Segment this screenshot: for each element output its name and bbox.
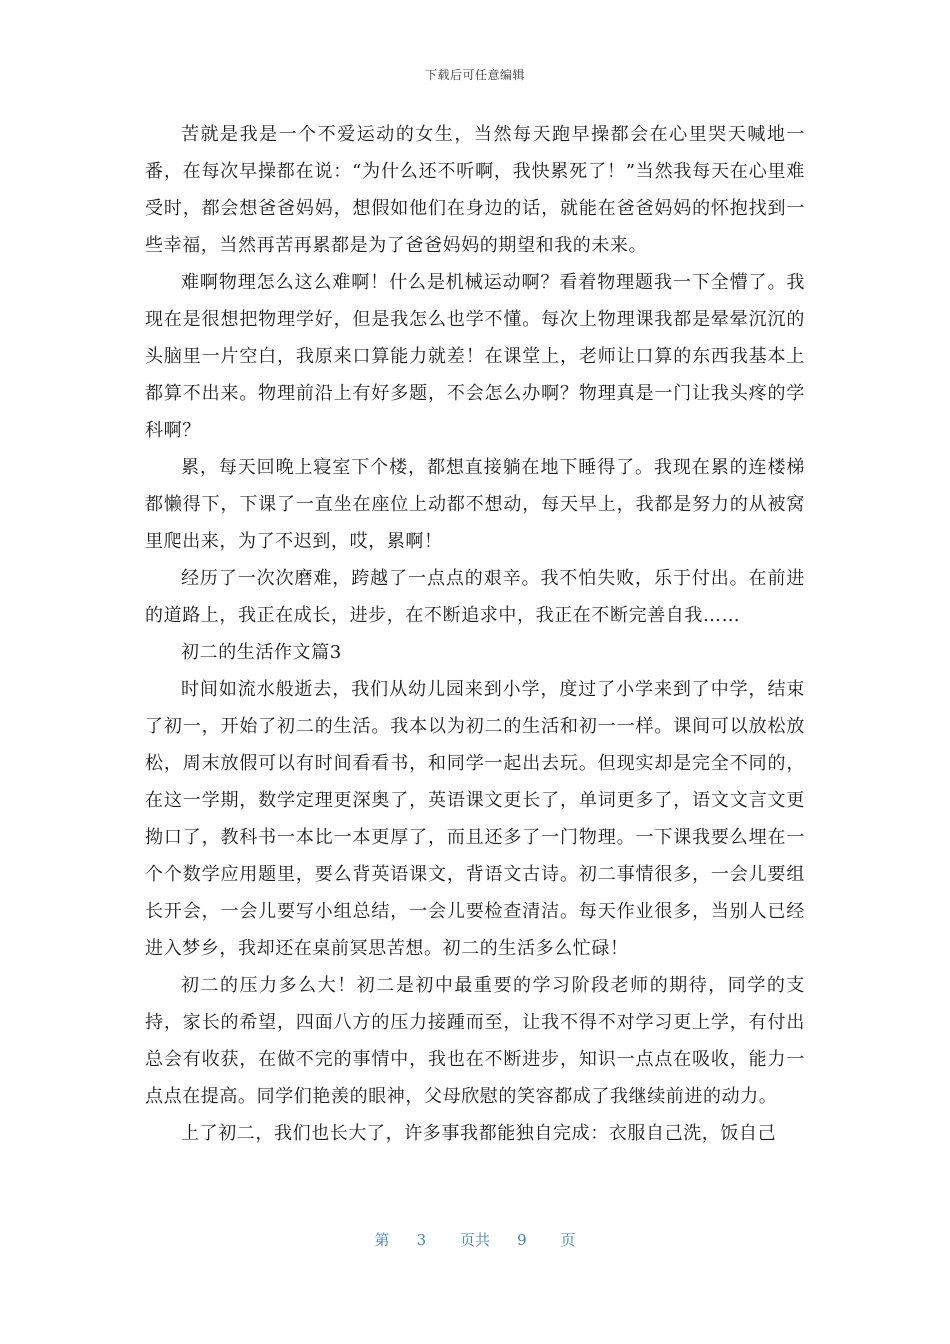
paragraph-6: 初二的压力多么大！初二是初中最重要的学习阶段老师的期待，同学的支持，家长的希望，四面八方的压力接踵而至，让我不得不对学习更上学，有付出总会有收获，在做不完的事情中，我也在不断进步，知识一点点在吸收，能力一点点在提高。同学们艳羡的眼神，父母欣慰的笑容都成了我继续前进的动力。 (145, 975, 805, 1107)
paragraph-5: 时间如流水般逝去，我们从幼儿园来到小学，度过了小学来到了中学，结束了初一，开始了初二的生活。我本以为初二的生活和初一一样。课间可以放松放松，周末放假可以有时间看看书，和同学一起出去玩。但现实却是完全不同的，在这一学期，数学定理更深奥了，英语课文更长了，单词更多了，语文文言文更拗口了，教科书一本比一本更厚了，而且还多了一门物理。一下课我要么埋在一个个数学应用题里，要么背英语课文，背语文古诗。初二事情很多，一会儿要组长开会，一会儿要写小组总结，一会儿要检查清洁。每天作业很多，当别人已经进入梦乡，我却还在桌前冥思苦想。初二的生活多么忙碌！ (145, 679, 805, 959)
footer-suffix: 页 (560, 1231, 576, 1249)
footer-middle: 页共 (459, 1231, 490, 1249)
page-header (0, 66, 950, 83)
paragraph-4: 经历了一次次磨难，跨越了一点点的艰辛。我不怕失败，乐于付出。在前进的道路上，我正在成长，进步，在不断追求中，我正在不断完善自我…… (145, 568, 805, 626)
paragraph-2: 难啊物理怎么这么难啊！什么是机械运动啊？看着物理题我一下全懵了。我现在是很想把物理学好，但是我怎么也学不懂。每次上物理课我都是晕晕沉沉的头脑里一片空白，我原来口算能力就差！在课堂上，老师让口算的东西我基本上都算不出来。物理前沿上有好多题，不会怎么办啊？物理真是一门让我头疼的学科啊？ (145, 272, 805, 441)
footer-prefix: 第 (374, 1231, 390, 1249)
footer-current-page: 3 (416, 1231, 427, 1249)
header-text: 下载后可任意编辑 (424, 68, 525, 82)
document-body (145, 116, 805, 1152)
page-footer (0, 1229, 950, 1250)
paragraph-7: 上了初二，我们也长大了，许多事我都能独自完成：衣服自己洗，饭自己 (181, 1123, 777, 1144)
footer-total-pages: 9 (517, 1231, 527, 1249)
section-heading: 初二的生活作文篇3 (181, 642, 342, 663)
paragraph-1: 苦就是我是一个不爱运动的女生，当然每天跑早操都会在心里哭天喊地一番，在每次早操都在说：“为什么还不听啊，我快累死了！”当然我每天在心里难受时，都会想爸爸妈妈，想假如他们在身边的话，就能在爸爸妈妈的怀抱找到一些幸福，当然再苦再累都是为了爸爸妈妈的期望和我的未来。 (145, 124, 805, 256)
paragraph-3: 累，每天回晚上寝室下个楼，都想直接躺在地下睡得了。我现在累的连楼梯都懒得下，下课了一直坐在座位上动都不想动，每天早上，我都是努力的从被窝里爬出来，为了不迟到，哎，累啊！ (145, 457, 805, 552)
